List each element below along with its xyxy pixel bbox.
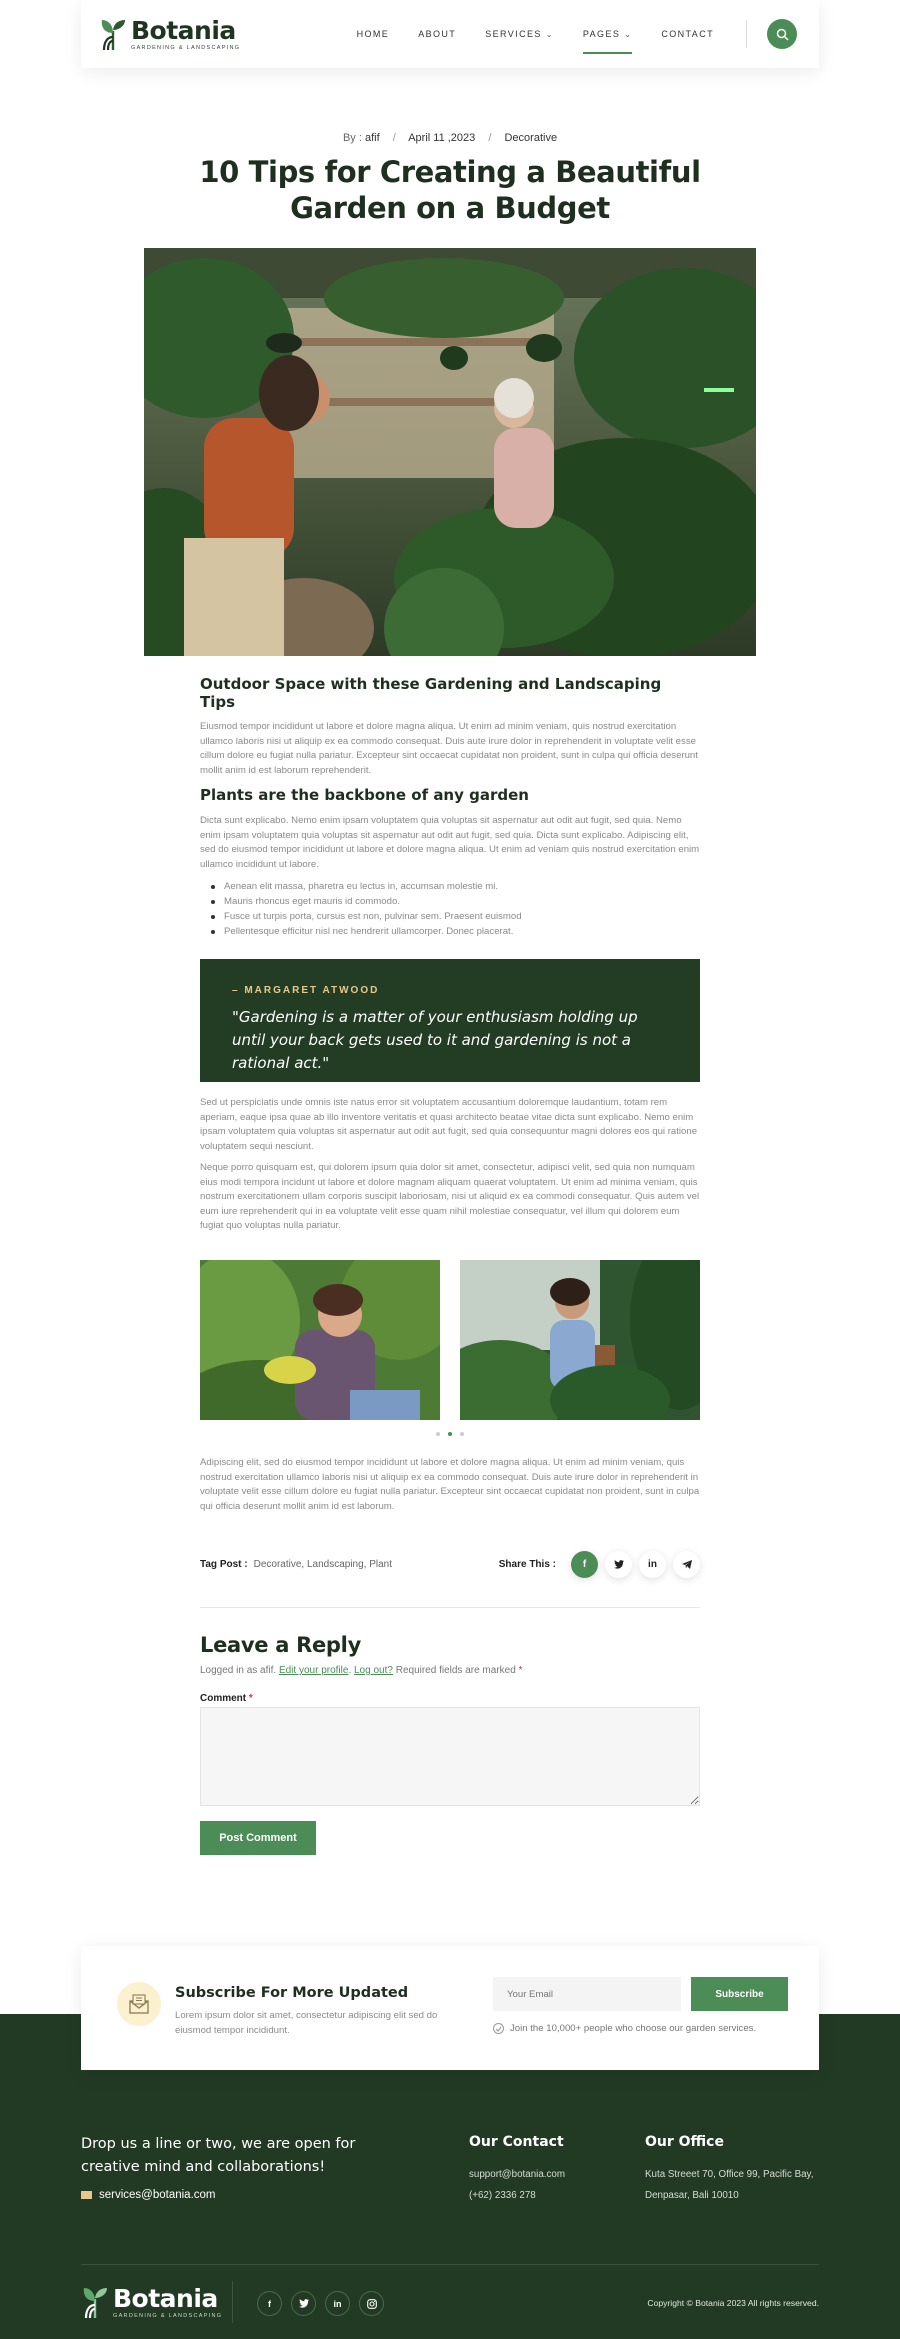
tag-label: Tag Post :	[200, 1558, 248, 1570]
subscribe-note	[493, 2023, 756, 2034]
nav-about-label: ABOUT	[418, 29, 457, 39]
brand-name: Botania	[131, 15, 236, 45]
leaf-logo-icon	[81, 2285, 109, 2319]
comment-textarea[interactable]	[200, 1707, 700, 1806]
post-title: 10 Tips for Creating a Beautiful Garden on a Budget	[199, 155, 701, 225]
section-2	[200, 786, 700, 939]
section-1-text: Eiusmod tempor incididunt ut labore et dolore magna aliqua. Ut enim ad minim veniam, quis nostrud exercitation ullamco laboris nisi ut aliquip ex ea commodo consequat. Duis aute irure dolor in reprehenderit in voluptate velit esse cillum dolore eu fugiat nulla pariatur. Excepteur sint occaecat cupidatat non proident, sunt in culpa qui officia deserunt mollit anim id est laborum reprehenderit.	[200, 721, 698, 776]
meta-separator: /	[488, 132, 492, 144]
paragraph: Neque porro quisquam est, qui dolorem ipsum quia dolor sit amet, consectetur, adipisci velit, sed quia non numquam eius modi tempora incidunt ut labore et dolore magnam aliquam quaerat voluptatem. Ut enim ad minima veniam, quis nostrum exercitationem ullam corporis suscipit laboriosam, nisi ut aliquid ex ea commodi consequatur. Quis autem vel eum iure reprehenderit qui in ea voluptate velit esse quam nihil molestiae consequatur, vel illum qui dolorem eum fugiat quo voluptas nulla pariatur.	[200, 1162, 700, 1231]
footer-logo[interactable]	[81, 2285, 222, 2319]
nav-pages[interactable]	[583, 0, 632, 68]
section-2-text: Dicta sunt explicabo. Nemo enim ipsam voluptatem quia voluptas sit aspernatur aut odit aut fugit, sed quia. Nemo enim ipsam voluptatem quia voluptas sit aspernatur aut odit aut fugit, sed quia. Dicta sunt explicabo. Adipiscing elit, sed do eiusmod tempor incididunt ut labore et dolore magna aliqua. Ut enim ad veniam quis nostrud exercitation enim ullamco incididunt ut labore.	[200, 815, 700, 870]
footer-brand-tagline: GARDENING & LANDSCAPING	[113, 2312, 223, 2319]
gallery-image[interactable]	[460, 1260, 700, 1420]
post-footer	[200, 1549, 700, 1579]
contact-phone[interactable]: (+62) 2336 278	[469, 2190, 536, 2201]
comma: .	[348, 1665, 352, 1676]
footer-vertical-divider	[232, 2281, 233, 2323]
gallery-pagination	[0, 1432, 900, 1436]
post-meta	[0, 132, 900, 144]
twitter-icon[interactable]	[291, 2291, 316, 2316]
section-1	[200, 675, 700, 778]
instagram-icon[interactable]	[359, 2291, 384, 2316]
quote-text: "Gardening is a matter of your enthusiasm holding up until your back gets used to it and gardening is not a rational act."	[232, 1008, 638, 1072]
share-bar	[499, 1551, 700, 1578]
nav-about[interactable]	[418, 0, 456, 68]
check-circle-icon	[493, 2023, 504, 2034]
footer-divider	[81, 2264, 819, 2265]
required-star: *	[248, 1693, 253, 1704]
bullet-list	[200, 879, 700, 939]
list-item: Mauris rhoncus eget mauris id commodo.	[200, 894, 700, 909]
facebook-icon[interactable]: f	[257, 2291, 282, 2316]
pagination-dot[interactable]	[460, 1432, 464, 1436]
required-star: *	[518, 1665, 523, 1676]
comment-label-text: Comment	[200, 1693, 247, 1704]
subscribe-title: Subscribe For More Updated	[175, 1985, 409, 2001]
logout-link[interactable]: Log out?	[354, 1665, 393, 1676]
footer-tagline: Drop us a line or two, we are open for creative mind and collaborations!	[81, 2136, 356, 2175]
gallery-image[interactable]	[200, 1260, 440, 1420]
email-input[interactable]	[493, 1977, 681, 2011]
pagination-dot-active[interactable]	[448, 1432, 452, 1436]
linkedin-icon[interactable]: in	[325, 2291, 350, 2316]
reply-title: Leave a Reply	[200, 1633, 361, 1657]
meta-separator: /	[392, 132, 396, 144]
main-nav	[328, 0, 797, 68]
logged-in-note	[200, 1665, 522, 1676]
list-item: Fusce ut turpis porta, cursus est non, pulvinar sem. Praesent euismod	[200, 909, 700, 924]
envelope-icon	[81, 2191, 92, 2199]
post-author[interactable]: afif	[364, 132, 380, 144]
post-comment-button[interactable]: Post Comment	[200, 1821, 316, 1855]
chevron-down-icon: ⌄	[624, 29, 633, 39]
nav-services[interactable]	[485, 0, 554, 68]
subscribe-button[interactable]: Subscribe	[691, 1977, 788, 2011]
office-address-line-1: Kuta Streeet 70, Office 99, Pacific Bay,	[645, 2169, 814, 2180]
nav-home[interactable]	[357, 0, 390, 68]
footer-brand-name: Botania	[113, 2283, 218, 2313]
divider	[200, 1607, 700, 1608]
contact-email[interactable]: support@botania.com	[469, 2169, 565, 2180]
pagination-dot[interactable]	[436, 1432, 440, 1436]
list-item: Aenean elit massa, pharetra eu lectus in, accumsan molestie mi.	[200, 879, 700, 894]
nav-pages-label: PAGES	[582, 29, 621, 39]
comment-label	[200, 1693, 253, 1704]
post-date: April 11 ,2023	[408, 132, 476, 144]
footer-email[interactable]	[81, 2189, 216, 2201]
blockquote	[200, 959, 700, 1082]
subscribe-description: Lorem ipsum dolor sit amet, consectetur adipiscing elit sed do eiusmod tempor incididunt.	[175, 2010, 438, 2036]
search-icon	[776, 28, 789, 41]
section-1-heading: Outdoor Space with these Gardening and Landscaping Tips	[200, 675, 662, 711]
leaf-logo-icon	[99, 17, 127, 51]
nav-home-label: HOME	[356, 29, 390, 39]
logo[interactable]	[99, 17, 240, 51]
hero-image	[144, 248, 756, 656]
telegram-icon[interactable]	[673, 1551, 700, 1578]
post-category[interactable]: Decorative	[504, 132, 558, 144]
edit-profile-link[interactable]: Edit your profile	[278, 1665, 349, 1676]
section-2-heading: Plants are the backbone of any garden	[200, 786, 529, 804]
twitter-icon[interactable]	[605, 1551, 632, 1578]
chevron-down-icon: ⌄	[545, 29, 554, 39]
site-header	[81, 0, 819, 68]
facebook-icon[interactable]: f	[571, 1551, 598, 1578]
quote-author: – MARGARET ATWOOD	[232, 985, 380, 996]
search-button[interactable]	[767, 19, 797, 49]
nav-contact[interactable]	[661, 0, 714, 68]
mail-icon	[117, 1982, 161, 2026]
by-label: By :	[342, 132, 362, 144]
linkedin-icon[interactable]: in	[639, 1551, 666, 1578]
brand-tagline: GARDENING & LANDSCAPING	[131, 44, 241, 51]
footer-email-text: services@botania.com	[99, 2189, 216, 2201]
tag-list[interactable]: Decorative, Landscaping, Plant	[253, 1558, 393, 1570]
copyright: Copyright © Botania 2023 All rights reserved.	[647, 2298, 819, 2308]
nav-contact-label: CONTACT	[661, 29, 714, 39]
section-4	[200, 1456, 700, 1514]
share-label: Share This :	[498, 1558, 556, 1570]
nav-services-label: SERVICES	[485, 29, 542, 39]
subscribe-note-text: Join the 10,000+ people who choose our garden services.	[510, 2023, 757, 2034]
office-title: Our Office	[645, 2134, 724, 2150]
required-note: Required fields are marked	[395, 1665, 516, 1676]
office-address-line-2: Denpasar, Bali 10010	[645, 2190, 739, 2201]
subscribe-card	[81, 1946, 819, 2070]
contact-title: Our Contact	[469, 2134, 564, 2150]
paragraph: Adipiscing elit, sed do eiusmod tempor incididunt ut labore et dolore magna aliqua. Ut enim ad minim veniam, quis nostrud exercitation ullamco laboris nisi ut aliquip ex ea commodo consequat. Duis aute irure dolor in reprehenderit in voluptate velit esse cillum dolore eu fugiat nulla pariatur. Excepteur sint occaecat cupidatat non proident, sunt in culpa qui officia deserunt mollit anim id est laborum.	[200, 1457, 700, 1512]
list-item: Pellentesque efficitur nisl nec hendrerit ullamcorper. Donec placerat.	[200, 924, 700, 939]
logged-prefix: Logged in as afif.	[200, 1665, 277, 1676]
nav-divider	[746, 20, 747, 48]
section-3	[200, 1096, 700, 1234]
paragraph: Sed ut perspiciatis unde omnis iste natus error sit voluptatem accusantium doloremque laudantium, totam rem aperiam, eaque ipsa quae ab illo inventore veritatis et quasi architecto beatae vitae dicta sunt explicabo. Nemo enim ipsam voluptatem quia voluptas sit aspernatur aut odit aut fugit, sed quia consequuntur magni dolores eos qui ratione voluptatem sequi nesciunt.	[200, 1097, 698, 1152]
